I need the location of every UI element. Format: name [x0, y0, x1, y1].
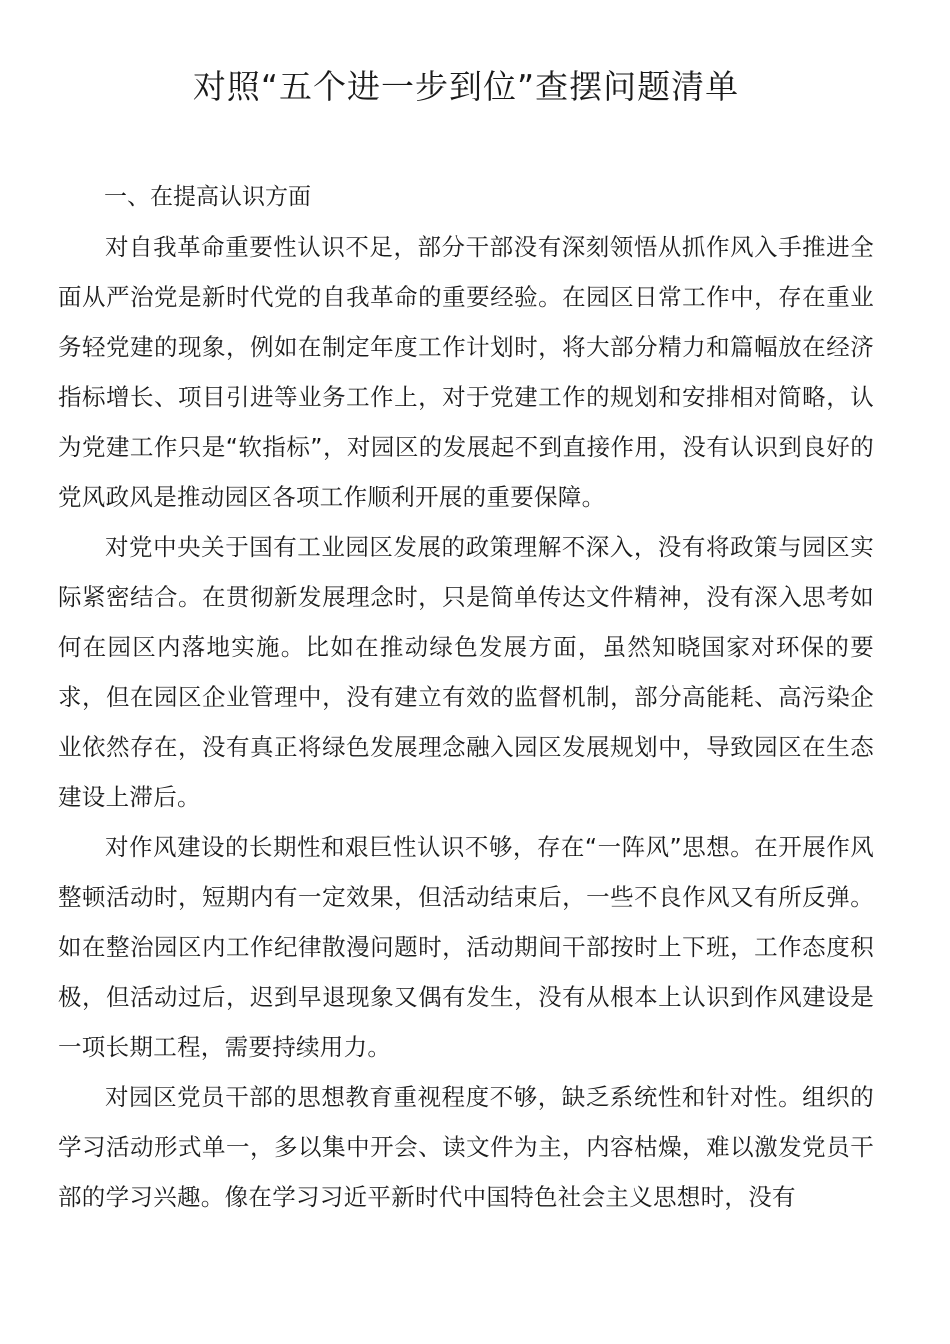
paragraph-2: 对党中央关于国有工业园区发展的政策理解不深入，没有将政策与园区实际紧密结合。在贯彻新发展理念时，只是简单传达文件精神，没有深入思考如何在园区内落地实施。比如在推动绿色发展方面，虽然知晓国家对环保的要求，但在园区企业管理中，没有建立有效的监督机制，部分高能耗、高污染企业依然存在，没有真正将绿色发展理念融入园区发展规划中，导致园区在生态建设上滞后。	[58, 533, 874, 811]
paragraph-4: 对园区党员干部的思想教育重视程度不够，缺乏系统性和针对性。组织的学习活动形式单一，多以集中开会、读文件为主，内容枯燥，难以激发党员干部的学习兴趣。像在学习习近平新时代中国特色社会主义思想时，没有	[58, 1083, 874, 1211]
section-heading: 一、在提高认识方面	[104, 184, 311, 210]
paragraph-1: 对自我革命重要性认识不足，部分干部没有深刻领悟从抓作风入手推进全面从严治党是新时代党的自我革命的重要经验。在园区日常工作中，存在重业务轻党建的现象，例如在制定年度工作计划时，将大部分精力和篇幅放在经济指标增长、项目引进等业务工作上，对于党建工作的规划和安排相对简略，认为党建工作只是“软指标”，对园区的发展起不到直接作用，没有认识到良好的党风政风是推动园区各项工作顺利开展的重要保障。	[58, 233, 874, 511]
paragraph-3: 对作风建设的长期性和艰巨性认识不够，存在“一阵风”思想。在开展作风整顿活动时，短期内有一定效果，但活动结束后，一些不良作风又有所反弹。如在整治园区内工作纪律散漫问题时，活动期间干部按时上下班，工作态度积极，但活动过后，迟到早退现象又偶有发生，没有从根本上认识到作风建设是一项长期工程，需要持续用力。	[58, 833, 874, 1061]
document-title: 对照“五个进一步到位”查摆问题清单	[192, 67, 740, 106]
